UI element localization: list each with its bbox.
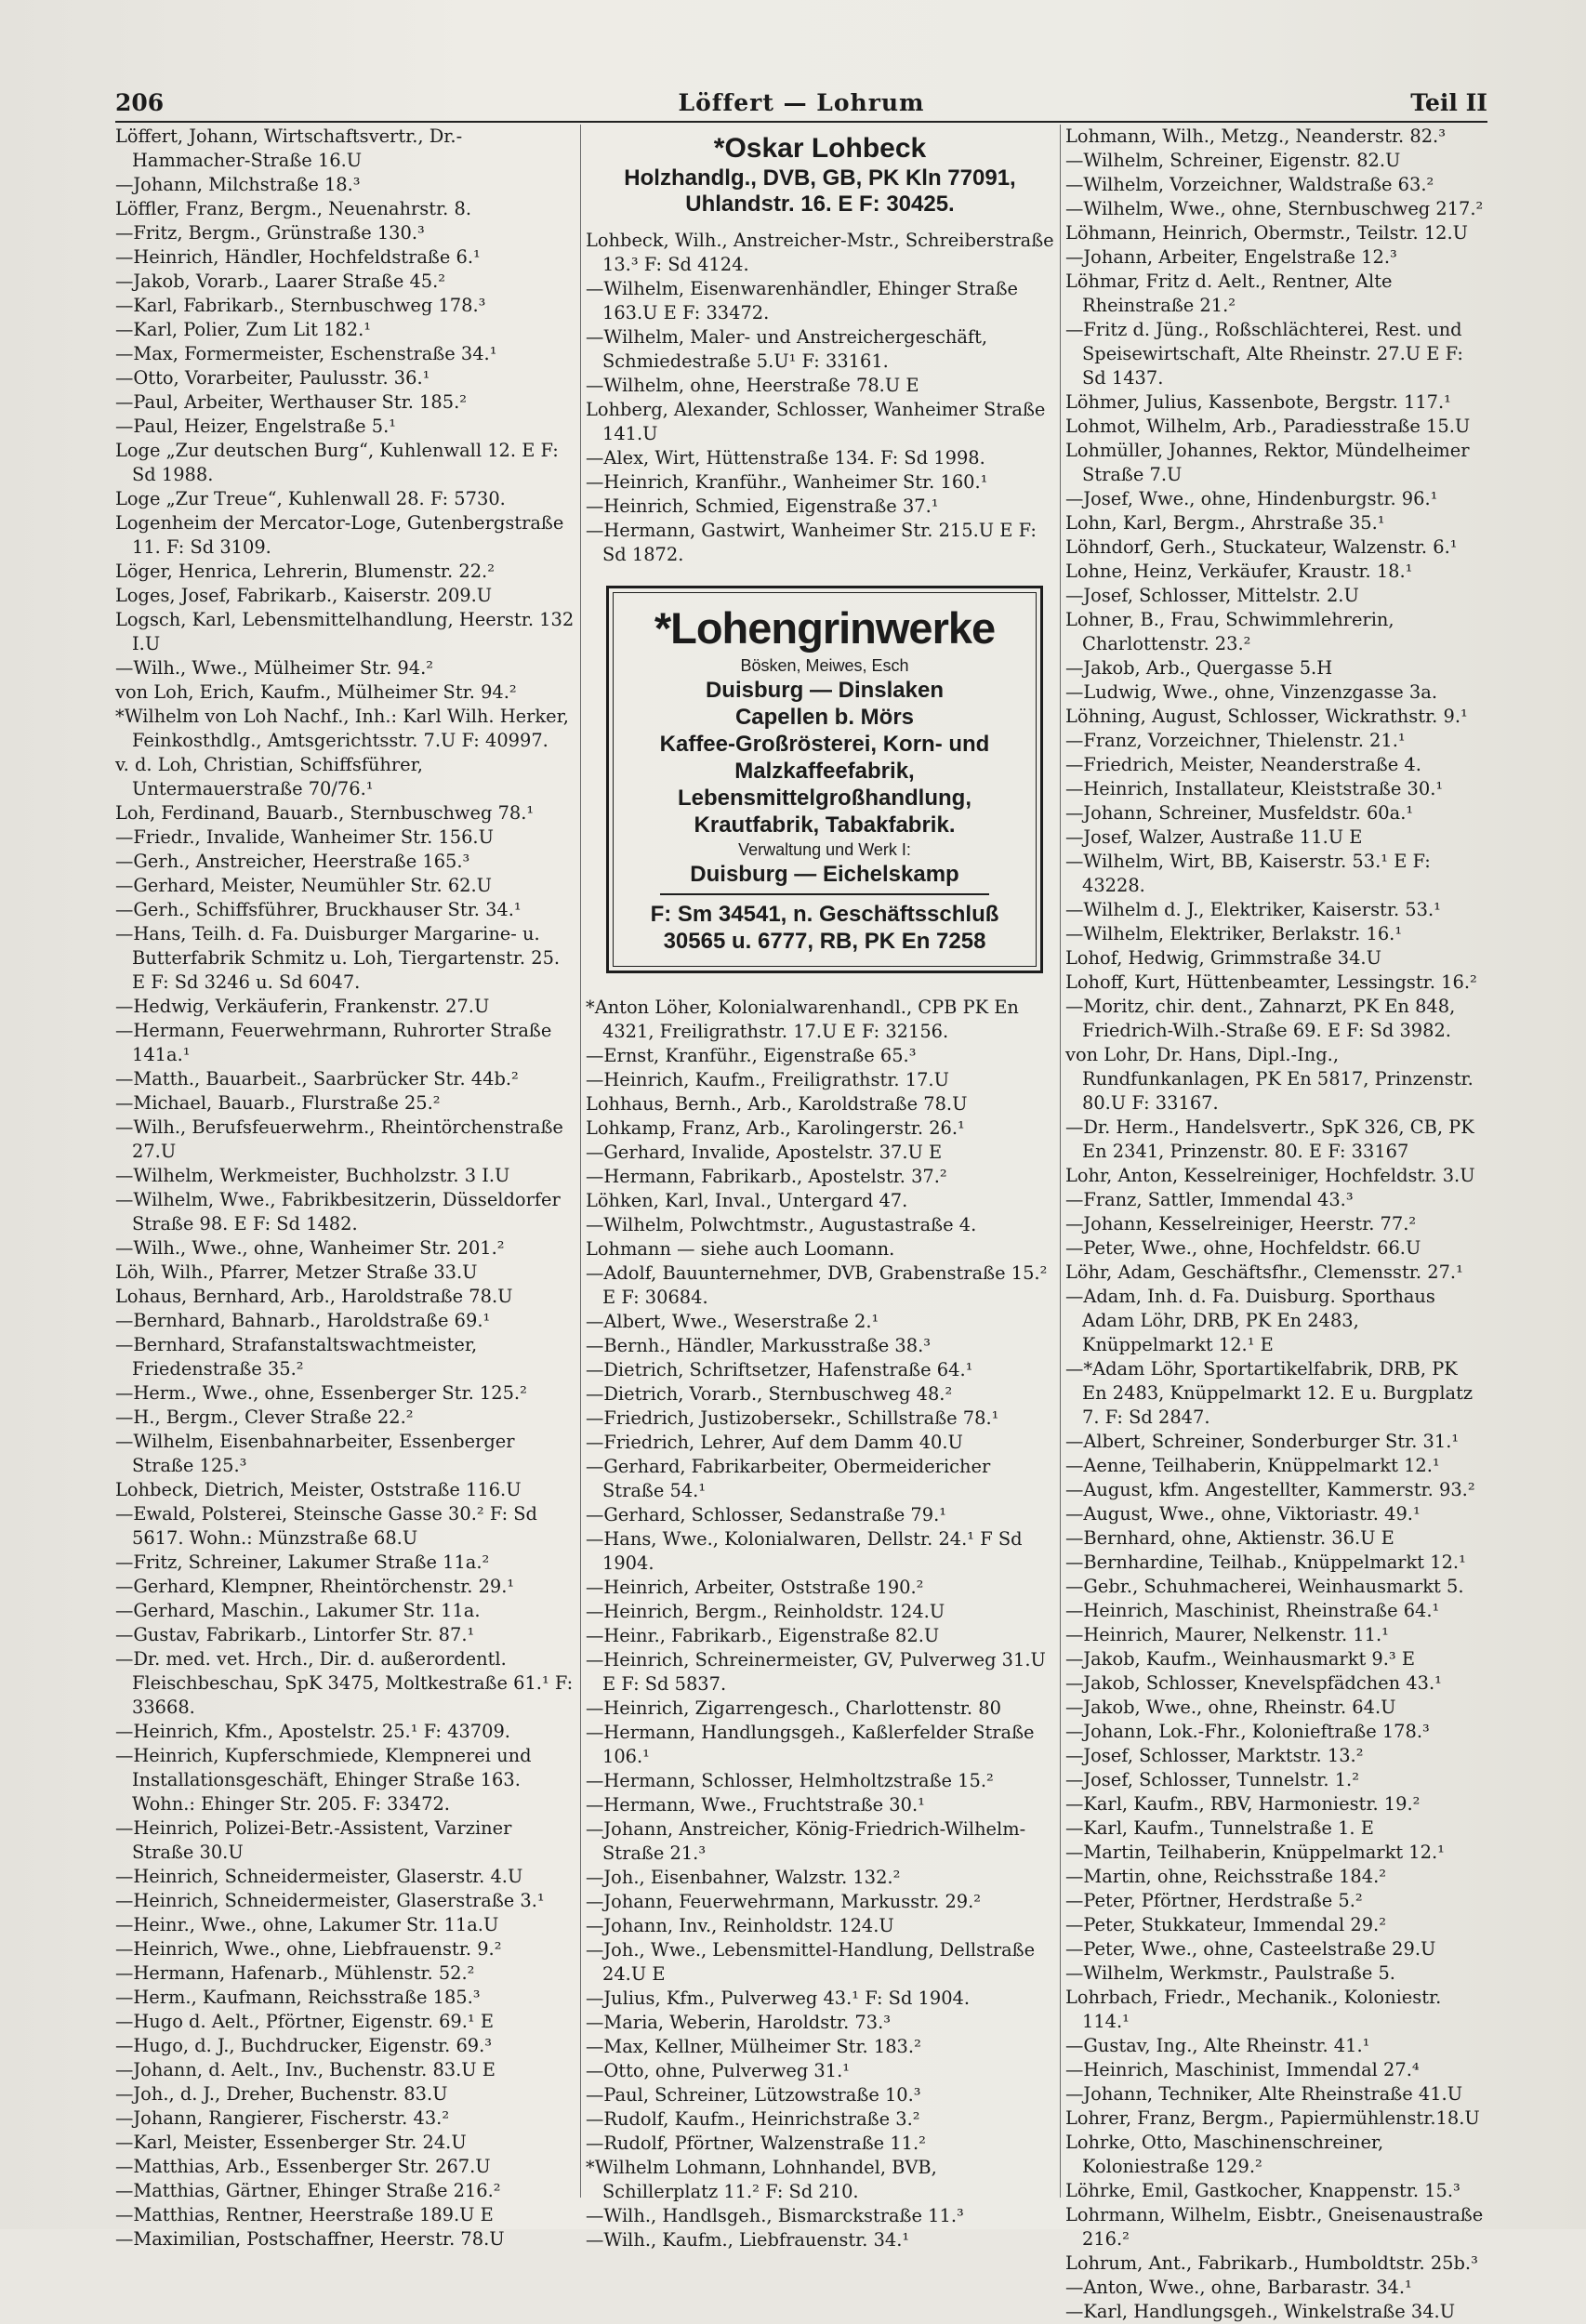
page-header xyxy=(115,89,1487,123)
directory-entry: Lohne, Heinz, Verkäufer, Kraustr. 18.¹ xyxy=(1065,561,1413,582)
directory-entry: —Heinrich, Händler, Hochfeldstraße 6.¹ xyxy=(115,246,481,268)
directory-entry: —Heinr., Fabrikarb., Eigenstraße 82.U xyxy=(586,1625,940,1646)
directory-entry: —Peter, Wwe., ohne, Casteelstraße 29.U xyxy=(1065,1938,1436,1960)
directory-entry: —Joh., d. J., Dreher, Buchenstr. 83.U xyxy=(115,2083,448,2105)
directory-entry: —Aenne, Teilhaberin, Knüppelmarkt 12.¹ xyxy=(1065,1455,1440,1476)
directory-entry: —Johann, Lok.-Fhr., Kolonieftraße 178.³ xyxy=(1065,1721,1430,1742)
directory-entry: —Johann, Schreiner, Musfeldstr. 60a.¹ xyxy=(1065,802,1414,824)
ad-cities: Capellen b. Mörs xyxy=(734,705,915,730)
directory-entry: Loge „Zur deutschen Burg“, Kuhlenwall 12. E F: Sd 1988. xyxy=(115,440,559,485)
directory-entry: —Gerhard, Maschin., Lakumer Str. 11a. xyxy=(115,1600,481,1621)
directory-entry: Löhndorf, Gerh., Stuckateur, Walzenstr. 6.¹ xyxy=(1065,536,1458,558)
directory-entry: —Heinrich, Installateur, Kleiststraße 30.¹ xyxy=(1065,778,1444,799)
directory-entry: *Wilhelm von Loh Nachf., Inh.: Karl Wilh. Herker, Feinkosthdlg., Amtsgerichtsstr. 7.U F: 40997. xyxy=(115,706,569,751)
directory-entry: —Heinrich, Maschinist, Rheinstraße 64.¹ xyxy=(1065,1600,1440,1621)
directory-entry: —Hermann, Schlosser, Helmholtzstraße 15.² xyxy=(586,1770,994,1791)
directory-entry: —Joh., Eisenbahner, Walzstr. 132.² xyxy=(586,1867,901,1888)
directory-entry: Loges, Josef, Fabrikarb., Kaiserstr. 209.U xyxy=(115,585,493,606)
part-label: Teil II xyxy=(1410,89,1487,116)
directory-entry: —Max, Formermeister, Eschenstraße 34.¹ xyxy=(115,343,497,364)
directory-entry: —Matthias, Rentner, Heerstraße 189.U E xyxy=(115,2204,494,2225)
directory-entry: —Heinrich, Zigarrengesch., Charlottenstr. 80 xyxy=(586,1697,1001,1719)
directory-entry: —Wilhelm, Elektriker, Berlakstr. 16.¹ xyxy=(1065,923,1403,944)
directory-entry: Lohrbach, Friedr., Mechanik., Koloniestr. 114.¹ xyxy=(1065,1987,1442,2032)
directory-entry: —Franz, Vorzeichner, Thielenstr. 21.¹ xyxy=(1065,730,1406,751)
directory-entry: —Paul, Arbeiter, Werthauser Str. 185.² xyxy=(115,391,468,413)
ad-lohengrinwerke xyxy=(606,586,1043,973)
directory-entry: —Heinrich, Kupferschmiede, Klempnerei und Installationsgeschäft, Ehinger Straße 163. Wohn.: Ehinger Str. 205. F: 33472. xyxy=(115,1745,532,1815)
directory-entry: —Hugo d. Aelt., Pförtner, Eigenstr. 69.¹ E xyxy=(115,2011,495,2032)
directory-entry: —Ludwig, Wwe., ohne, Vinzenzgasse 3a. xyxy=(1065,681,1437,703)
directory-entry: —Martin, ohne, Reichsstraße 184.² xyxy=(1065,1866,1387,1887)
directory-entry: —Wilhelm, Polwchtmstr., Augustastraße 4. xyxy=(586,1214,977,1235)
directory-entry: —Josef, Schlosser, Mittelstr. 2.U xyxy=(1065,585,1359,606)
directory-entry: —Heinr., Wwe., ohne, Lakumer Str. 11a.U xyxy=(115,1914,499,1935)
directory-entry: —Michael, Bauarb., Flurstraße 25.² xyxy=(115,1092,441,1114)
directory-entry: —Karl, Kaufm., RBV, Harmoniestr. 19.² xyxy=(1065,1793,1421,1815)
ad-desc: Lebensmittelgroßhandlung, xyxy=(678,786,971,811)
directory-entry: —Rudolf, Kaufm., Heinrichstraße 3.² xyxy=(586,2108,920,2130)
directory-entry: —Heinrich, Kfm., Apostelstr. 25.¹ F: 43709. xyxy=(115,1721,510,1742)
directory-entry: —Gustav, Ing., Alte Rheinstr. 41.¹ xyxy=(1065,2035,1370,2056)
directory-entry: Logenheim der Mercator-Loge, Gutenbergstraße 11. F: Sd 3109. xyxy=(115,512,564,558)
directory-entry: —Julius, Kfm., Pulverweg 43.¹ F: Sd 1904. xyxy=(586,1987,971,2009)
ad-phone: F: Sm 34541, n. Geschäftsschluß xyxy=(650,902,999,927)
directory-entry: —Herm., Kaufmann, Reichsstraße 185.³ xyxy=(115,1987,481,2008)
directory-entry: —Heinrich, Bergm., Reinholdstr. 124.U xyxy=(586,1601,945,1622)
directory-entry: —Wilh., Berufsfeuerwehrm., Rheintörchenstraße 27.U xyxy=(115,1116,563,1162)
directory-entry: —Dr. Herm., Handelsvertr., SpK 326, CB, PK En 2341, Prinzenstr. 80. E F: 33167 xyxy=(1065,1116,1474,1162)
directory-entry: Löhken, Karl, Inval., Untergard 47. xyxy=(586,1190,908,1211)
directory-entry: —Heinrich, Schneidermeister, Glaserstraße 3.¹ xyxy=(115,1890,545,1911)
ad-desc: Krautfabrik, Tabakfabrik. xyxy=(694,812,956,838)
directory-entry: —Gerh., Schiffsführer, Bruckhauser Str. 34.¹ xyxy=(115,899,522,920)
directory-entry: —Fritz, Schreiner, Lakumer Straße 11a.² xyxy=(115,1552,490,1573)
directory-entry: —Max, Kellner, Mülheimer Str. 183.² xyxy=(586,2036,921,2057)
directory-entry: —Wilh., Wwe., ohne, Wanheimer Str. 201.² xyxy=(115,1237,505,1259)
column-divider xyxy=(580,125,581,2198)
column-divider xyxy=(1060,125,1061,2198)
directory-entry: —Hans, Wwe., Kolonialwaren, Dellstr. 24.¹ F Sd 1904. xyxy=(586,1528,1023,1574)
ad-title: *Lohengrinwerke xyxy=(654,603,996,653)
directory-entry: —Peter, Stukkateur, Immendal 29.² xyxy=(1065,1914,1386,1935)
directory-entry: —Wilhelm, Wwe., ohne, Sternbuschweg 217.² xyxy=(1065,198,1484,219)
directory-entry: —Johann, Techniker, Alte Rheinstraße 41.U xyxy=(1065,2083,1463,2105)
ad-line: Uhlandstr. 16. E F: 30425. xyxy=(685,191,955,217)
directory-entry: Loge „Zur Treue“, Kuhlenwall 28. F: 5730. xyxy=(115,488,506,509)
directory-entry: Lohbeck, Wilh., Anstreicher-Mstr., Schreiberstraße 13.³ F: Sd 4124. xyxy=(586,230,1054,275)
directory-entry: —Wilhelm, Schreiner, Eigenstr. 82.U xyxy=(1065,150,1401,171)
directory-entry: Lohrmann, Wilhelm, Eisbtr., Gneisenaustraße 216.² xyxy=(1065,2204,1484,2250)
directory-entry: Lohhaus, Bernh., Arb., Karoldstraße 78.U xyxy=(586,1093,968,1115)
directory-entry: —Jakob, Arb., Quergasse 5.H xyxy=(1065,657,1333,679)
directory-entry: —Friedrich, Justizobersekr., Schillstraße 78.¹ xyxy=(586,1407,999,1429)
ad-desc: Malzkaffeefabrik, xyxy=(734,759,915,784)
directory-entry: Lohbeck, Dietrich, Meister, Oststraße 116.U xyxy=(115,1479,522,1500)
directory-entry: Lohmot, Wilhelm, Arb., Paradiesstraße 15.U xyxy=(1065,416,1471,437)
directory-entry: —Maria, Weberin, Haroldstr. 73.³ xyxy=(586,2012,892,2033)
directory-entry: —Johann, Arbeiter, Engelstraße 12.³ xyxy=(1065,246,1397,268)
directory-entry: —Heinrich, Wwe., ohne, Liebfrauenstr. 9.² xyxy=(115,1938,502,1960)
directory-entry: Lohmann — siehe auch Loomann. xyxy=(586,1238,895,1260)
directory-entry: —Ernst, Kranführ., Eigenstraße 65.³ xyxy=(586,1045,917,1066)
directory-entry: Lohof, Hedwig, Grimmstraße 34.U xyxy=(1065,947,1381,969)
directory-entry: —Fritz d. Jüng., Roßschlächterei, Rest. und Speisewirtschaft, Alte Rheinstr. 27.U E F: Sd 1437. xyxy=(1065,319,1463,389)
directory-entry: —Karl, Polier, Zum Lit 182.¹ xyxy=(115,319,372,340)
directory-entry: —Friedrich, Meister, Neanderstraße 4. xyxy=(1065,754,1421,775)
directory-entry: Lohmann, Wilh., Metzg., Neanderstr. 82.³ xyxy=(1065,125,1446,147)
directory-entry: von Loh, Erich, Kaufm., Mülheimer Str. 94.² xyxy=(115,681,517,703)
directory-entry: —Peter, Wwe., ohne, Hochfeldstr. 66.U xyxy=(1065,1237,1421,1259)
directory-entry: —Bernhard, ohne, Aktienstr. 36.U E xyxy=(1065,1527,1394,1549)
directory-entry: —Bernh., Händler, Markusstraße 38.³ xyxy=(586,1335,932,1356)
directory-entry: —Jakob, Vorarb., Laarer Straße 45.² xyxy=(115,271,446,292)
directory-entry: Lohrke, Otto, Maschinenschreiner, Koloniestraße 129.² xyxy=(1065,2132,1384,2177)
directory-entry: —Hugo, d. J., Buchdrucker, Eigenstr. 69.³ xyxy=(115,2035,493,2056)
directory-entry: —Bernhardine, Teilhab., Knüppelmarkt 12.¹ xyxy=(1065,1552,1466,1573)
directory-entry: —Hermann, Feuerwehrmann, Ruhrorter Straße 141a.¹ xyxy=(115,1020,552,1065)
directory-entry: Löhning, August, Schlosser, Wickrathstr. 9.¹ xyxy=(1065,706,1468,727)
directory-entry: —Franz, Sattler, Immendal 43.³ xyxy=(1065,1189,1354,1210)
column-1 xyxy=(115,125,576,2250)
directory-entry: —Peter, Pförtner, Herdstraße 5.² xyxy=(1065,1890,1363,1911)
directory-entry: —Albert, Wwe., Weserstraße 2.¹ xyxy=(586,1311,879,1332)
directory-entry: —Heinrich, Schneidermeister, Glaserstr. 4.U xyxy=(115,1866,523,1887)
directory-entry: Löhmar, Fritz d. Aelt., Rentner, Alte Rheinstraße 21.² xyxy=(1065,271,1393,316)
directory-entry: —Wilhelm, Maler- und Anstreichergeschäft, Schmiedestraße 5.U¹ F: 33161. xyxy=(586,326,988,372)
directory-entry: Lohaus, Bernhard, Arb., Haroldstraße 78.U xyxy=(115,1286,513,1307)
column-2-entries-b xyxy=(586,996,1054,2252)
directory-entry: Lohmüller, Johannes, Rektor, Mündelheimer Straße 7.U xyxy=(1065,440,1470,485)
directory-entry: —Gerhard, Invalide, Apostelstr. 37.U E xyxy=(586,1142,943,1163)
directory-entry: —Dr. med. vet. Hrch., Dir. d. außerordentl. Fleischbeschau, SpK 3475, Moltkestraße 61.¹ F: 33668. xyxy=(115,1648,574,1718)
ad-phone: 30565 u. 6777, RB, PK En 7258 xyxy=(663,929,986,954)
directory-entry: —Wilhelm, Werkmeister, Buchholzstr. 3 I.U xyxy=(115,1165,510,1186)
directory-entry: —Bernhard, Strafanstaltswachtmeister, Friedenstraße 35.² xyxy=(115,1334,478,1380)
directory-entry: —Heinrich, Schreinermeister, GV, Pulverweg 31.U E F: Sd 5837. xyxy=(586,1649,1046,1695)
directory-entry: —Wilhelm, Wwe., Fabrikbesitzerin, Düsseldorfer Straße 98. E F: Sd 1482. xyxy=(115,1189,561,1235)
name-range: Löffert — Lohrum xyxy=(678,89,925,116)
directory-entry: —Gerhard, Schlosser, Sedanstraße 79.¹ xyxy=(586,1504,947,1525)
directory-entry: —Paul, Heizer, Engelstraße 5.¹ xyxy=(115,416,397,437)
directory-entry: —Matth., Bauarbeit., Saarbrücker Str. 44b.² xyxy=(115,1068,519,1089)
ad-desc: Kaffee-Großrösterei, Korn- und xyxy=(659,732,990,757)
directory-entry: von Lohr, Dr. Hans, Dipl.-Ing., Rundfunkanlagen, PK En 5817, Prinzenstr. 80.U F: 33167. xyxy=(1065,1044,1474,1114)
directory-entry: —Josef, Wwe., ohne, Hindenburgstr. 96.¹ xyxy=(1065,488,1438,509)
directory-entry: —Josef, Schlosser, Tunnelstr. 1.² xyxy=(1065,1769,1359,1790)
column-2 xyxy=(586,125,1054,2251)
directory-entry: —Heinrich, Maschinist, Immendal 27.⁴ xyxy=(1065,2059,1420,2080)
directory-entry: —Hermann, Gastwirt, Wanheimer Str. 215.U E F: Sd 1872. xyxy=(586,520,1037,565)
directory-entry: *Anton Löher, Kolonialwarenhandl., CPB PK En 4321, Freiligrathstr. 17.U E F: 32156. xyxy=(586,997,1019,1042)
directory-entry: —Joh., Wwe., Lebensmittel-Handlung, Dellstraße 24.U E xyxy=(586,1939,1036,1985)
directory-entry: —Johann, Kesselreiniger, Heerstr. 77.² xyxy=(1065,1213,1417,1235)
directory-entry: Löhmer, Julius, Kassenbote, Bergstr. 117.¹ xyxy=(1065,391,1451,413)
directory-entry: —Hermann, Fabrikarb., Apostelstr. 37.² xyxy=(586,1166,947,1187)
directory-entry: —Friedrich, Lehrer, Auf dem Damm 40.U xyxy=(586,1432,963,1453)
ad-oskar-lohbeck xyxy=(586,125,1054,223)
directory-entry: —Josef, Walzer, Austraße 11.U E xyxy=(1065,826,1363,848)
directory-entry: —Hans, Teilh. d. Fa. Duisburger Margarine- u. Butterfabrik Schmitz u. Loh, Tiergartenstr. 25. E F: Sd 3246 u. Sd 6047. xyxy=(115,923,561,993)
directory-entry: —H., Bergm., Clever Straße 22.² xyxy=(115,1406,414,1428)
directory-entry: —Wilhelm d. J., Elektriker, Kaiserstr. 53.¹ xyxy=(1065,899,1441,920)
directory-entry: —Gerhard, Meister, Neumühler Str. 62.U xyxy=(115,875,493,896)
directory-entry: —Matthias, Gärtner, Ehinger Straße 216.² xyxy=(115,2180,501,2201)
directory-entry: —Johann, Feuerwehrmann, Markusstr. 29.² xyxy=(586,1891,982,1912)
directory-entry: Löhmann, Heinrich, Obermstr., Teilstr. 12.U xyxy=(1065,222,1469,244)
directory-entry: —Karl, Fabrikarb., Sternbuschweg 178.³ xyxy=(115,295,486,316)
directory-entry: —Heinrich, Maurer, Nelkenstr. 11.¹ xyxy=(1065,1624,1389,1645)
directory-entry: —Jakob, Schlosser, Knevelspfädchen 43.¹ xyxy=(1065,1672,1442,1694)
directory-entry: Lohr, Anton, Kesselreiniger, Hochfeldstr. 3.U xyxy=(1065,1165,1475,1186)
directory-entry: —Josef, Schlosser, Marktstr. 13.² xyxy=(1065,1745,1364,1766)
directory-entry: —Karl, Kaufm., Tunnelstraße 1. E xyxy=(1065,1817,1374,1839)
directory-entry: —Gustav, Fabrikarb., Lintorfer Str. 87.¹ xyxy=(115,1624,475,1645)
directory-entry: —Hedwig, Verkäuferin, Frankenstr. 27.U xyxy=(115,996,490,1017)
ad-cities: Duisburg — Dinslaken xyxy=(705,678,945,703)
directory-entry: —Maximilian, Postschaffner, Heerstr. 78.U xyxy=(115,2228,505,2250)
page-number: 206 xyxy=(115,89,165,116)
directory-entry: —Wilh., Wwe., Mülheimer Str. 94.² xyxy=(115,657,434,679)
directory-entry: —Otto, ohne, Pulverweg 31.¹ xyxy=(586,2060,851,2081)
directory-entry: —Gerh., Anstreicher, Heerstraße 165.³ xyxy=(115,851,470,872)
directory-entry: —Paul, Schreiner, Lützowstraße 10.³ xyxy=(586,2084,921,2106)
directory-entry: Lohkamp, Franz, Arb., Karolingerstr. 26.¹ xyxy=(586,1117,965,1139)
directory-entry: Lohberg, Alexander, Schlosser, Wanheimer Straße 141.U xyxy=(586,399,1046,444)
directory-entry: Loh, Ferdinand, Bauarb., Sternbuschweg 78.¹ xyxy=(115,802,535,824)
directory-entry: Löffler, Franz, Bergm., Neuenahrstr. 8. xyxy=(115,198,471,219)
directory-entry: —Heinrich, Arbeiter, Oststraße 190.² xyxy=(586,1577,924,1598)
directory-entry: *Wilhelm Lohmann, Lohnhandel, BVB, Schillerplatz 11.² F: Sd 210. xyxy=(586,2157,937,2202)
directory-entry: —Otto, Vorarbeiter, Paulusstr. 36.¹ xyxy=(115,367,430,389)
directory-entry: —Karl, Meister, Essenberger Str. 24.U xyxy=(115,2132,467,2153)
directory-entry: —Wilhelm, Wirt, BB, Kaiserstr. 53.¹ E F: 43228. xyxy=(1065,851,1431,896)
directory-entry: —Wilhelm, Eisenwarenhändler, Ehinger Straße 163.U E F: 33472. xyxy=(586,278,1019,324)
directory-entry: —Alex, Wirt, Hüttenstraße 134. F: Sd 1998. xyxy=(586,447,985,469)
directory-entry: —Moritz, chir. dent., Zahnarzt, PK En 848, Friedrich-Wilh.-Straße 69. E F: Sd 3982. xyxy=(1065,996,1456,1041)
directory-entry: —Hermann, Hafenarb., Mühlenstr. 52.² xyxy=(115,1962,475,1984)
directory-entry: —Herm., Wwe., ohne, Essenberger Str. 125.² xyxy=(115,1382,527,1404)
directory-entry: —Bernhard, Bahnarb., Haroldstraße 69.¹ xyxy=(115,1310,491,1331)
directory-entry: —Gerhard, Fabrikarbeiter, Obermeidericher Straße 54.¹ xyxy=(586,1456,991,1501)
directory-entry: —Wilh., Kaufm., Liebfrauenstr. 34.¹ xyxy=(586,2229,910,2251)
directory-entry: Löger, Henrica, Lehrerin, Blumenstr. 22.² xyxy=(115,561,495,582)
directory-entry: Lohoff, Kurt, Hüttenbeamter, Lessingstr. 16.² xyxy=(1065,971,1477,993)
directory-entry: —Wilhelm, Vorzeichner, Waldstraße 63.² xyxy=(1065,174,1434,195)
directory-entry: —Jakob, Kaufm., Weinhausmarkt 9.³ E xyxy=(1065,1648,1415,1670)
directory-entry: —Rudolf, Pförtner, Walzenstraße 11.² xyxy=(586,2133,926,2154)
directory-entry: —Wilhelm, Werkmstr., Paulstraße 5. xyxy=(1065,1962,1395,1984)
directory-entry: —Johann, Rangierer, Fischerstr. 43.² xyxy=(115,2107,450,2129)
directory-entry: —Hermann, Wwe., Fruchtstraße 30.¹ xyxy=(586,1794,925,1816)
directory-entry: v. d. Loh, Christian, Schiffsführer, Untermauerstraße 70/76.¹ xyxy=(115,754,423,799)
directory-entry: —Jakob, Wwe., ohne, Rheinstr. 64.U xyxy=(1065,1697,1396,1718)
directory-entry: —Heinrich, Schmied, Eigenstraße 37.¹ xyxy=(586,495,939,517)
directory-entry: —Albert, Schreiner, Sonderburger Str. 31.¹ xyxy=(1065,1431,1460,1452)
directory-entry: —Adolf, Bauunternehmer, DVB, Grabenstraße 15.² E F: 30684. xyxy=(586,1262,1048,1308)
directory-entry: —Anton, Wwe., ohne, Barbarastr. 34.¹ xyxy=(1065,2277,1412,2298)
directory-entry: Lohner, B., Frau, Schwimmlehrerin, Charlottenstr. 23.² xyxy=(1065,609,1394,654)
directory-entry: —Martin, Teilhaberin, Knüppelmarkt 12.¹ xyxy=(1065,1842,1445,1863)
ad-admin: Verwaltung und Werk I: xyxy=(738,840,911,859)
ad-plant: Duisburg — Eichelskamp xyxy=(690,862,959,887)
directory-entry: —Dietrich, Vorarb., Sternbuschweg 48.² xyxy=(586,1383,953,1405)
directory-entry: —Wilhelm, Eisenbahnarbeiter, Essenberger Straße 125.³ xyxy=(115,1431,515,1476)
ad-title: *Oskar Lohbeck xyxy=(713,133,927,164)
ad-owners: Bösken, Meiwes, Esch xyxy=(740,656,909,675)
directory-entry: —*Adam Löhr, Sportartikelfabrik, DRB, PK En 2483, Knüppelmarkt 12. E u. Burgplatz 7. F: Sd 2847. xyxy=(1065,1358,1474,1428)
directory-entry: —August, Wwe., ohne, Viktoriastr. 49.¹ xyxy=(1065,1503,1421,1525)
directory-entry: Lohn, Karl, Bergm., Ahrstraße 35.¹ xyxy=(1065,512,1385,534)
directory-entry: —Wilh., Handlsgeh., Bismarckstraße 11.³ xyxy=(586,2205,964,2226)
directory-entry: —Adam, Inh. d. Fa. Duisburg. Sporthaus Adam Löhr, DRB, PK En 2483, Knüppelmarkt 12.¹ E xyxy=(1065,1286,1435,1355)
directory-entry: —Gebr., Schuhmacherei, Weinhausmarkt 5. xyxy=(1065,1576,1464,1597)
column-2-entries-a xyxy=(586,229,1054,567)
directory-entry: Löffert, Johann, Wirtschaftsvertr., Dr.-Hammacher-Straße 16.U xyxy=(115,125,463,171)
directory-entry: —Karl, Handlungsgeh., Winkelstraße 34.U xyxy=(1065,2301,1456,2322)
directory-entry: —Gerhard, Klempner, Rheintörchenstr. 29.¹ xyxy=(115,1576,515,1597)
directory-entry: Löhr, Adam, Geschäftsfhr., Clemensstr. 27.¹ xyxy=(1065,1261,1463,1283)
directory-entry: Lohrum, Ant., Fabrikarb., Humboldtstr. 25b.³ xyxy=(1065,2252,1478,2274)
ad-separator xyxy=(660,893,989,895)
directory-entry: —Johann, d. Aelt., Inv., Buchenstr. 83.U E xyxy=(115,2059,496,2080)
directory-entry: —Friedr., Invalide, Wanheimer Str. 156.U xyxy=(115,826,494,848)
directory-entry: —Matthias, Arb., Essenberger Str. 267.U xyxy=(115,2156,491,2177)
ad-line: Holzhandlg., DVB, GB, PK Kln 77091, xyxy=(624,165,1016,191)
directory-entry: Löh, Wilh., Pfarrer, Metzer Straße 33.U xyxy=(115,1261,478,1283)
directory-entry: —Johann, Inv., Reinholdstr. 124.U xyxy=(586,1915,894,1936)
directory-entry: —Hermann, Handlungsgeh., Kaßlerfelder Straße 106.¹ xyxy=(586,1722,1035,1767)
directory-entry: —Fritz, Bergm., Grünstraße 130.³ xyxy=(115,222,425,244)
directory-entry: —Heinrich, Kranführ., Wanheimer Str. 160.¹ xyxy=(586,471,988,493)
directory-entry: Lohrer, Franz, Bergm., Papiermühlenstr.18.U xyxy=(1065,2107,1480,2129)
directory-entry: —Heinrich, Polizei-Betr.-Assistent, Varziner Straße 30.U xyxy=(115,1817,512,1863)
directory-entry: Löhrke, Emil, Gastkocher, Knappenstr. 15.³ xyxy=(1065,2180,1460,2201)
directory-entry: —Dietrich, Schriftsetzer, Hafenstraße 64.¹ xyxy=(586,1359,973,1380)
directory-entry: —Ewald, Polsterei, Steinsche Gasse 30.² F: Sd 5617. Wohn.: Münzstraße 68.U xyxy=(115,1503,537,1549)
directory-entry: —Heinrich, Kaufm., Freiligrathstr. 17.U xyxy=(586,1069,949,1090)
directory-entry: —Wilhelm, ohne, Heerstraße 78.U E xyxy=(586,375,919,396)
directory-entry: —Johann, Milchstraße 18.³ xyxy=(115,174,361,195)
directory-entry: —August, kfm. Angestellter, Kammerstr. 93.² xyxy=(1065,1479,1475,1500)
column-3 xyxy=(1065,125,1487,2322)
directory-entry: Logsch, Karl, Lebensmittelhandlung, Heerstr. 132 I.U xyxy=(115,609,575,654)
directory-entry: —Johann, Anstreicher, König-Friedrich-Wilhelm-Straße 21.³ xyxy=(586,1818,1026,1864)
